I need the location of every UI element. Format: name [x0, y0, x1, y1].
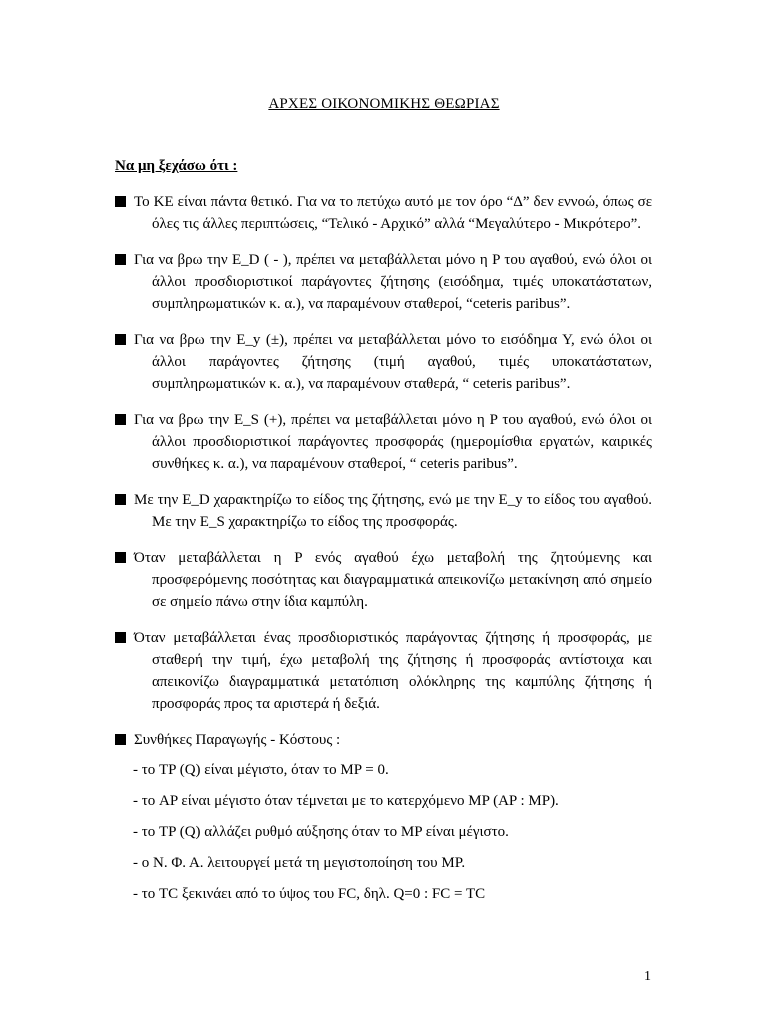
square-bullet-icon [115, 414, 126, 425]
bullet-text: Συνθήκες Παραγωγής - Κόστους : [134, 732, 341, 748]
sub-item: - το TC ξεκινάει από το ύψος του FC, δηλ. Q=0 : FC = TC [133, 886, 486, 902]
bullet-item [115, 547, 652, 613]
bullet-text: Όταν μεταβάλλεται η P ενός αγαθού έχω μεταβολή της ζητούμενης και προσφερόμενης ποσότητας και διαγραμματικά απεικονίζω μετακίνηση από σημείο σε σημείο πάνω στην ίδια καμπύλη. [134, 550, 652, 610]
bullet-item [115, 729, 652, 751]
bullet-item [115, 627, 652, 715]
bullet-item [115, 191, 652, 235]
square-bullet-icon [115, 494, 126, 505]
bullet-list [115, 191, 652, 914]
square-bullet-icon [115, 552, 126, 563]
bullet-text: Για να βρω την E_D ( - ), πρέπει να μεταβάλλεται μόνο η P του αγαθού, ενώ όλοι οι άλλοι προσδιοριστικοί παράγοντες ζήτησης (εισόδημα, τιμές υποκατάστατων, συμπληρωματικών κ. α.), να παραμένουν σταθεροί, “ceteris paribus”. [134, 252, 652, 312]
document-subtitle: Να μη ξεχάσω ότι : [115, 158, 238, 174]
square-bullet-icon [115, 632, 126, 643]
page-number: 1 [644, 969, 651, 984]
bullet-item [115, 249, 652, 315]
document-title: ΑΡΧΕΣ ΟΙΚΟΝΟΜΙΚΗΣ ΘΕΩΡΙΑΣ [268, 96, 500, 112]
bullet-text: Με την E_D χαρακτηρίζω το είδος της ζήτησης, ενώ με την E_y το είδος του αγαθού. Με την E_S χαρακτηρίζω το είδος της προσφοράς. [134, 492, 652, 530]
sub-item: - το AP είναι μέγιστο όταν τέμνεται με το κατερχόμενο MP (AP : MP). [133, 793, 559, 809]
bullet-text: Για να βρω την E_y (±), πρέπει να μεταβάλλεται μόνο το εισόδημα Υ, ενώ όλοι οι άλλοι παράγοντες ζήτησης (τιμή αγαθού, τιμές υποκατάστατων, συμπληρωματικών κ. α.), να παραμένουν σταθερά, “ ceteris paribus”. [134, 332, 652, 392]
sub-item: - το TP (Q) είναι μέγιστο, όταν το MP = 0. [133, 762, 389, 778]
bullet-item [115, 489, 652, 533]
bullet-item [115, 409, 652, 475]
square-bullet-icon [115, 196, 126, 207]
bullet-text: Όταν μεταβάλλεται ένας προσδιοριστικός παράγοντας ζήτησης ή προσφοράς, με σταθερή την τιμή, έχω μεταβολή της ζήτησης ή προσφοράς αντίστοιχα και απεικονίζω διαγραμματικά μετατόπιση ολόκληρης της καμπύλης ζήτησης ή προσφοράς προς τα αριστερά ή δεξιά. [134, 630, 652, 712]
sub-item: - ο Ν. Φ. Α. λειτουργεί μετά τη μεγιστοποίηση του MP. [133, 855, 466, 871]
square-bullet-icon [115, 734, 126, 745]
square-bullet-icon [115, 334, 126, 345]
bullet-text: Το ΚΕ είναι πάντα θετικό. Για να το πετύχω αυτό με τον όρο “Δ” δεν εννοώ, όπως σε όλες τις άλλες περιπτώσεις, “Τελικό - Αρχικό” αλλά “Μεγαλύτερο - Μικρότερο”. [134, 194, 652, 232]
square-bullet-icon [115, 254, 126, 265]
bullet-text: Για να βρω την E_S (+), πρέπει να μεταβάλλεται μόνο η P του αγαθού, ενώ όλοι οι άλλοι προσδιοριστικοί παράγοντες προσφοράς (ημερομίσθια εργατών, καιρικές συνθήκες κ. α.), να παραμένουν σταθεροί, “ ceteris paribus”. [134, 412, 652, 472]
sub-item: - το TP (Q) αλλάζει ρυθμό αύξησης όταν το MP είναι μέγιστο. [133, 824, 509, 840]
bullet-item [115, 329, 652, 395]
